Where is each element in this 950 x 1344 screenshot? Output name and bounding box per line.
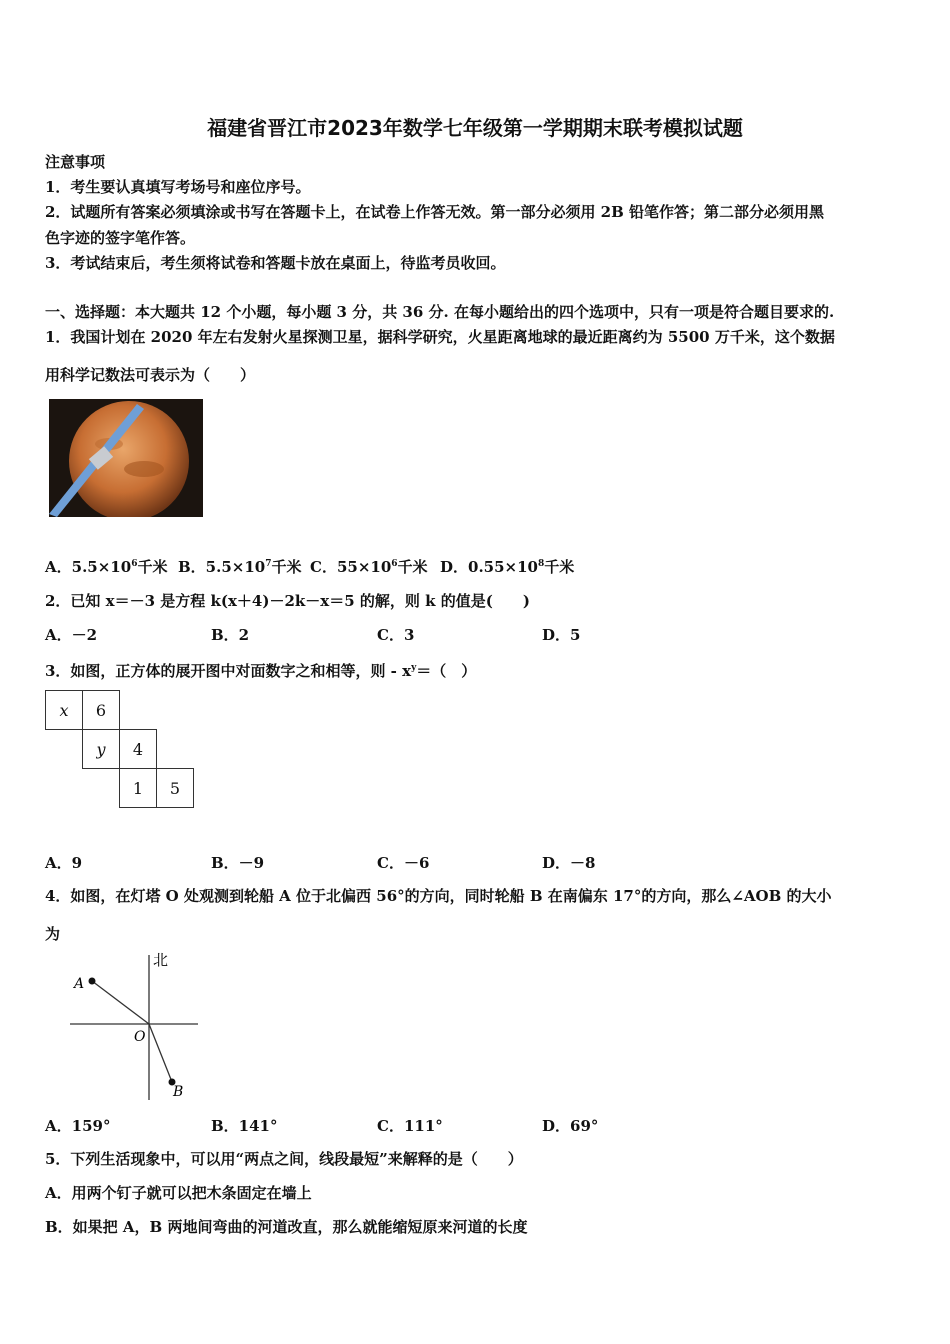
q3-option-b: B．－9 [211,854,265,872]
q4-stem-line1: 4．如图，在灯塔 O 处观测到轮船 A 位于北偏西 56°的方向，同时轮船 B 在南偏东 17°的方向，那么∠AOB 的大小 [45,887,832,905]
q1-option-d: D．$0.55\times 10^8$千米 [440,558,575,576]
label-a: A [74,976,85,992]
cube-net [45,690,194,808]
q1-option-a: A．$5.5\times 10^6$千米 [45,558,168,576]
notice-item: 3．考试结束后，考生须将试卷和答题卡放在桌面上，待监考员收回。 [45,254,506,272]
cube-cell-x: x [46,691,83,730]
q2-option-a: A．－2 [45,626,98,644]
q4-option-c: C．111° [377,1117,443,1135]
q4-option-d: D．69° [542,1117,599,1135]
label-north: 北 [153,951,169,969]
notice-item: 色字迹的签字笔作答。 [45,229,196,247]
q2-option-b: B．2 [211,626,250,644]
ray-oa [92,981,149,1024]
q2-stem: 2．已知 x＝－3 是方程 k(x＋4)－2k－x＝5 的解，则 k 的值是( ) [45,592,530,610]
label-b: B [173,1084,184,1100]
q5-option-a: A．用两个钉子就可以把木条固定在墙上 [45,1184,312,1202]
q3-option-d: D．－8 [542,854,596,872]
q3-stem: 3．如图，正方体的展开图中对面数字之和相等，则 - $x^y=$（ ） [45,662,477,680]
q1-option-b: B．$5.5\times 10^7$千米 [178,558,302,576]
q4-option-b: B．141° [211,1117,278,1135]
page-title: 福建省晋江市2023年数学七年级第一学期期末联考模拟试题 [207,116,743,140]
ray-ob [149,1024,172,1082]
section-heading: 一、选择题：本大题共 12 个小题，每小题 3 分，共 36 分. 在每小题给出的四个选项中，只有一项是符合题目要求的. [45,303,835,321]
point-a [89,978,96,985]
notice-item: 1．考生要认真填写考场号和座位序号。 [45,178,311,196]
q1-option-c: C．$55\times 10^6$千米 [310,558,428,576]
compass-diagram [60,950,210,1105]
cube-cell-6: 6 [83,691,120,730]
cube-cell-4: 4 [120,730,157,769]
q2-option-d: D．5 [542,626,581,644]
cube-cell-1: 1 [120,769,157,808]
q3-option-c: C．－6 [377,854,430,872]
notice-heading: 注意事项 [45,153,106,171]
q1-stem-line1: 1．我国计划在 2020 年左右发射火星探测卫星，据科学研究，火星距离地球的最近距离约为 5500 万千米，这个数据 [45,328,835,346]
mars-image [49,399,203,517]
q1-stem-line2: 用科学记数法可表示为（ ） [45,366,256,384]
q3-option-a: A．9 [45,854,83,872]
q2-option-c: C．3 [377,626,415,644]
q5-stem: 5．下列生活现象中，可以用“两点之间，线段最短”来解释的是（ ） [45,1150,523,1168]
cube-cell-5: 5 [157,769,194,808]
q4-stem-line2: 为 [45,925,61,943]
q5-option-b: B．如果把 A，B 两地间弯曲的河道改直，那么就能缩短原来河道的长度 [45,1218,528,1236]
q4-option-a: A．159° [45,1117,111,1135]
notice-item: 2．试题所有答案必须填涂或书写在答题卡上，在试卷上作答无效。第一部分必须用 2B 铅笔作答；第二部分必须用黑 [45,203,825,221]
label-o: O [134,1029,146,1045]
cube-cell-y: y [83,730,120,769]
